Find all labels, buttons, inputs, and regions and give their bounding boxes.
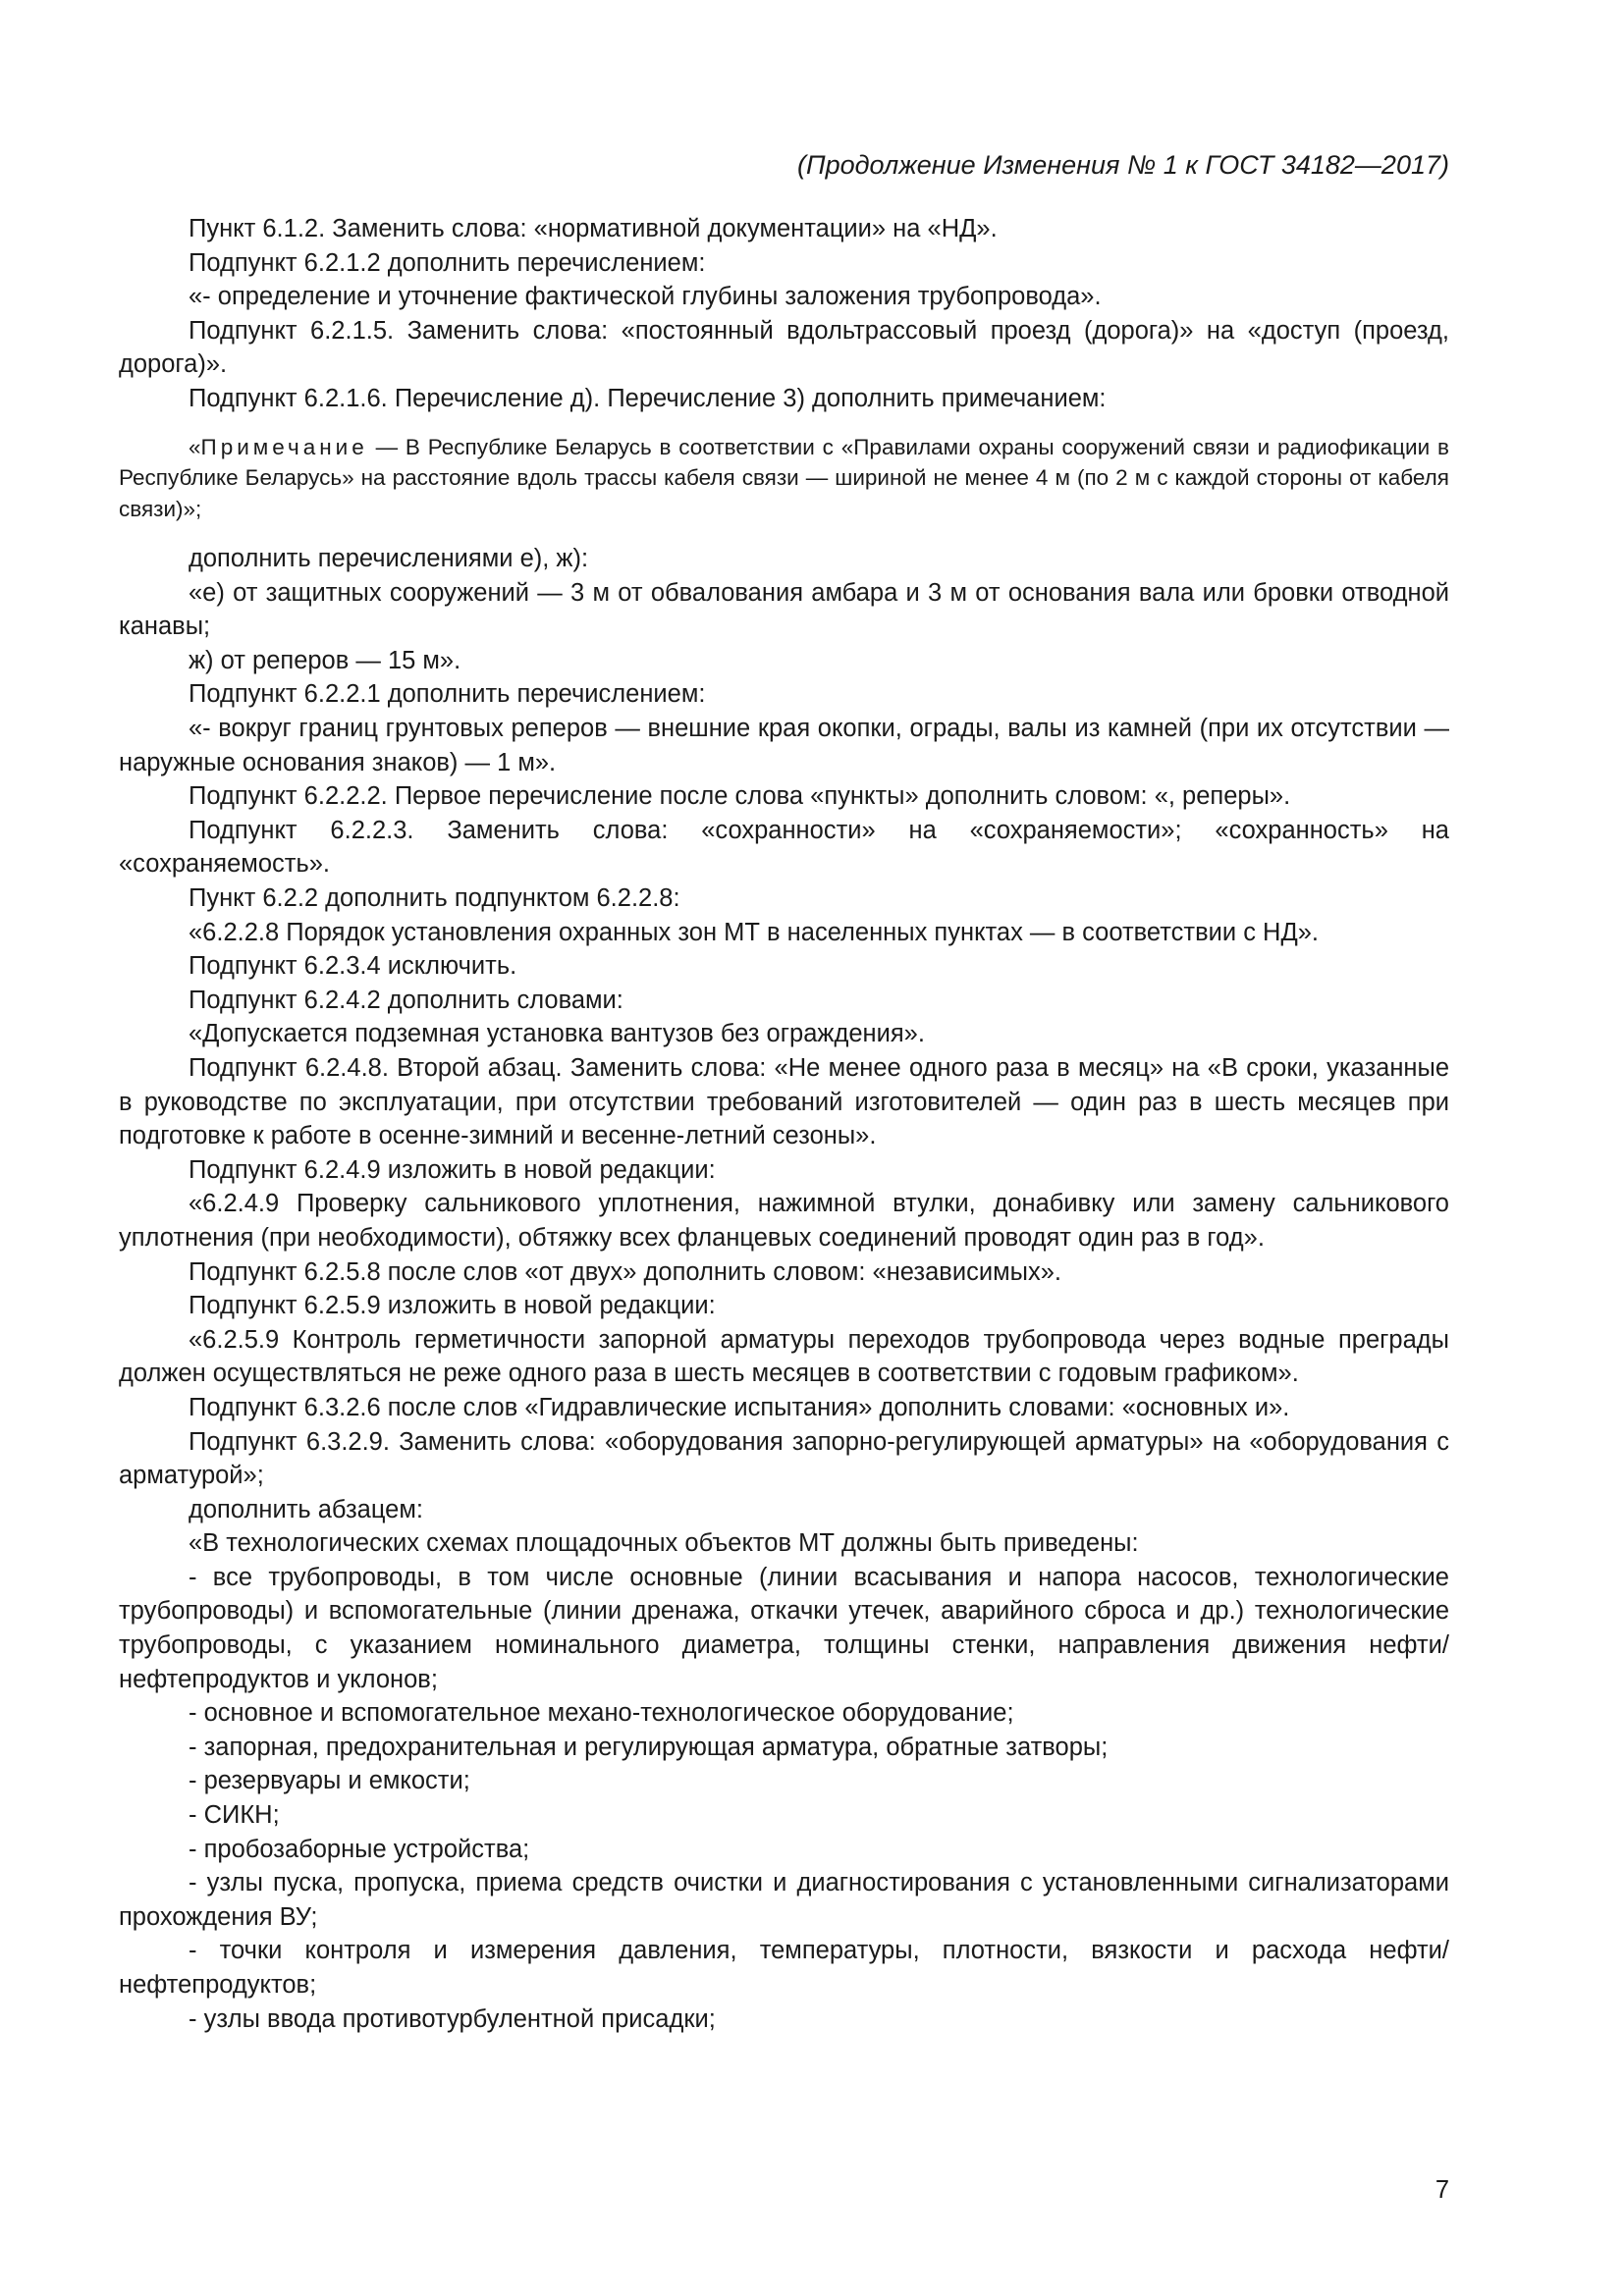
running-header: (Продолжение Изменения № 1 к ГОСТ 34182—2017) — [797, 150, 1449, 180]
document-body — [119, 212, 1449, 2036]
note-paragraph — [119, 432, 1449, 525]
paragraph: «- вокруг границ грунтовых реперов — внешние края окопки, ограды, валы из камней (при их отсутствии — наружные основания знаков) — 1 м». — [119, 715, 1449, 776]
paragraph: дополнить абзацем: — [189, 1495, 423, 1523]
paragraph: - СИКН; — [189, 1801, 280, 1830]
paragraph: Подпункт 6.2.2.2. Первое перечисление после слова «пункты» дополнить словом: «, реперы». — [189, 782, 1291, 811]
paragraph: Подпункт 6.2.1.6. Перечисление д). Перечисление 3) дополнить примечанием: — [189, 384, 1107, 412]
paragraph: ж) от реперов — 15 м». — [189, 646, 461, 674]
paragraph: Пункт 6.1.2. Заменить слова: «нормативной документации» на «НД». — [189, 215, 998, 242]
paragraph: Подпункт 6.2.5.9 изложить в новой редакции: — [189, 1292, 716, 1320]
paragraph: Подпункт 6.2.3.4 исключить. — [189, 952, 517, 981]
paragraph: - пробозаборные устройства; — [189, 1835, 530, 1863]
paragraph: «6.2.4.9 Проверку сальникового уплотнения, нажимной втулки, донабивку или замену сальникового уплотнения (при необходимости), обтяжку всех фланцевых соединений проводят один раз в год». — [119, 1190, 1449, 1252]
note-prefix: « — [189, 434, 201, 459]
paragraph: Подпункт 6.3.2.6 после слов «Гидравлические испытания» дополнить словами: «основных и». — [189, 1393, 1290, 1421]
paragraph: - узлы ввода противотурбулентной присадки; — [189, 2004, 716, 2033]
note-text: — В Республике Беларусь в соответствии с «Правилами охраны сооружений связи и радиофикации в Республике Беларусь» на расстояние вдоль трассы кабеля связи — шириной не менее 4 м (по 2 м с каждой стороны от кабеля связи)»; — [119, 434, 1449, 521]
paragraph: «В технологических схемах площадочных объектов МТ должны быть приведены: — [189, 1529, 1139, 1558]
paragraph: - резервуары и емкости; — [189, 1767, 470, 1795]
paragraph: Подпункт 6.2.2.1 дополнить перечислением: — [189, 680, 706, 709]
paragraph: «- определение и уточнение фактической глубины заложения трубопровода». — [189, 283, 1102, 311]
paragraph: Подпункт 6.2.4.2 дополнить словами: — [189, 986, 623, 1014]
paragraph: Подпункт 6.2.1.5. Заменить слова: «постоянный вдольтрассовый проезд (дорога)» на «доступ (проезд, дорога)». — [119, 316, 1449, 379]
document-page — [119, 0, 1449, 2296]
note-label: Примечание — [200, 434, 368, 459]
paragraph: - все трубопроводы, в том числе основные (линии всасывания и напора насосов, технологические трубопроводы) и вспомогательные (линии дренажа, откачки утечек, аварийного сброса и др.) технологические трубопроводы, с указанием номинального диаметра, толщины стенки, направления движения нефти/нефтепродуктов и уклонов; — [119, 1563, 1449, 1693]
paragraph: Подпункт 6.3.2.9. Заменить слова: «оборудования запорно-регулирующей арматуры» на «оборудования с арматурой»; — [119, 1427, 1449, 1490]
paragraph: Подпункт 6.2.1.2 дополнить перечислением: — [189, 248, 706, 277]
paragraph: - точки контроля и измерения давления, температуры, плотности, вязкости и расхода нефти/нефтепродуктов; — [119, 1937, 1449, 1999]
paragraph: Подпункт 6.2.5.8 после слов «от двух» дополнить словом: «независимых». — [189, 1257, 1061, 1286]
paragraph: «е) от защитных сооружений — 3 м от обвалования амбара и 3 м от основания вала или бровки отводной канавы; — [119, 578, 1449, 641]
paragraph: «6.2.2.8 Порядок установления охранных зон МТ в населенных пунктах — в соответствии с НД». — [189, 918, 1319, 946]
paragraph: Подпункт 6.2.4.8. Второй абзац. Заменить слова: «Не менее одного раза в месяц» на «В сроки, указанные в руководстве по эксплуатации, при отсутствии требований изготовителей — один раз в шесть месяцев при подготовке к работе в осенне-зимний и весенне-летний сезоны». — [119, 1053, 1449, 1150]
paragraph: дополнить перечислениями е), ж): — [189, 545, 589, 573]
paragraph: - узлы пуска, пропуска, приема средств очистки и диагностирования с установленными сигнализаторами прохождения ВУ; — [119, 1869, 1449, 1931]
paragraph: - запорная, предохранительная и регулирующая арматура, обратные затворы; — [189, 1733, 1109, 1761]
paragraph: Пункт 6.2.2 дополнить подпунктом 6.2.2.8: — [189, 884, 680, 912]
paragraph: Подпункт 6.2.4.9 изложить в новой редакции: — [189, 1155, 716, 1184]
paragraph: - основное и вспомогательное механо-технологическое оборудование; — [189, 1699, 1014, 1728]
paragraph: Подпункт 6.2.2.3. Заменить слова: «сохранности» на «сохраняемости»; «сохранность» на «сохраняемость». — [119, 816, 1449, 879]
paragraph: «6.2.5.9 Контроль герметичности запорной арматуры переходов трубопровода через водные преграды должен осуществляться не реже одного раза в шесть месяцев в соответствии с годовым графиком». — [119, 1325, 1449, 1388]
page-number: 7 — [1435, 2176, 1449, 2204]
paragraph: «Допускается подземная установка вантузов без ограждения». — [189, 1020, 925, 1048]
